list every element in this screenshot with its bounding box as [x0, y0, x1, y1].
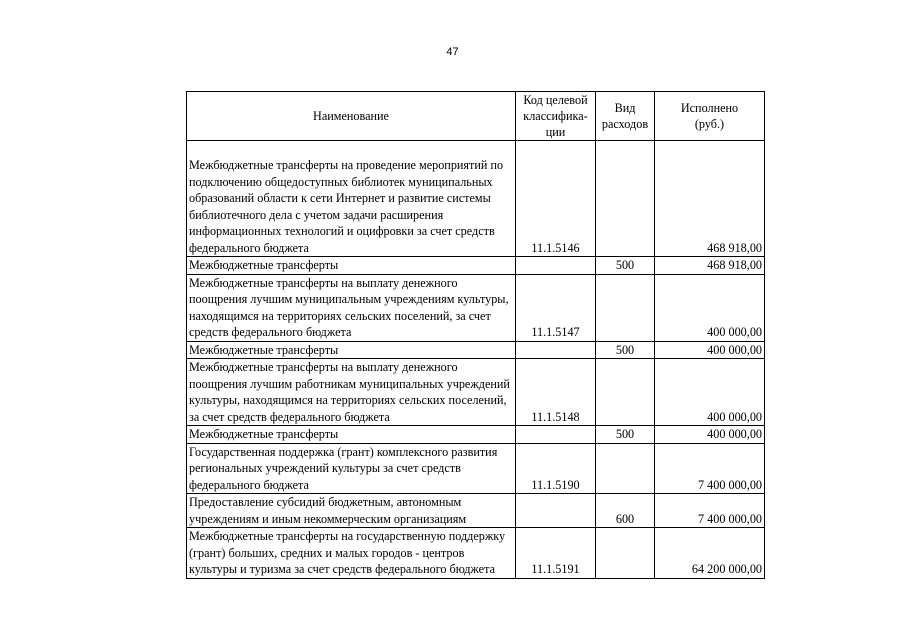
table-row [187, 359, 765, 426]
row-name-cell: Межбюджетные трансферты на выплату денежного поощрения лучшим работникам муниципальных учреждений культуры, находящимся на территориях сельских поселений, за счет средств федерального бюджета [187, 359, 516, 426]
table-body [187, 157, 765, 578]
column-header-kind: Вид расходов [596, 92, 655, 141]
table-row [187, 443, 765, 494]
row-kind-cell [596, 528, 655, 579]
row-kind-cell: 500 [596, 341, 655, 359]
row-code-cell: 11.1.5147 [516, 274, 596, 341]
row-amount-cell: 400 000,00 [655, 426, 765, 444]
column-header-amount: Исполнено (руб.) [655, 92, 765, 141]
row-kind-cell: 500 [596, 426, 655, 444]
table-row [187, 341, 765, 359]
column-header-name: Наименование [187, 92, 516, 141]
row-amount-cell: 400 000,00 [655, 359, 765, 426]
row-name-cell: Межбюджетные трансферты на проведение мероприятий по подключению общедоступных библиотек муниципальных образований области к сети Интернет и развитие системы библиотечного дела с учетом задачи расширения информационных технологий и оцифровки за счет средств федерального бюджета [187, 157, 516, 257]
row-code-cell [516, 257, 596, 275]
row-amount-cell: 7 400 000,00 [655, 494, 765, 528]
table-row [187, 426, 765, 444]
row-code-cell: 11.1.5191 [516, 528, 596, 579]
row-kind-cell [596, 443, 655, 494]
row-code-cell: 11.1.5190 [516, 443, 596, 494]
column-header-code: Код целевой классифика- ции [516, 92, 596, 141]
row-name-cell: Межбюджетные трансферты [187, 257, 516, 275]
row-name-cell: Межбюджетные трансферты [187, 341, 516, 359]
row-amount-cell: 468 918,00 [655, 257, 765, 275]
table-row [187, 528, 765, 579]
budget-table [186, 91, 765, 579]
table-row [187, 494, 765, 528]
row-amount-cell: 7 400 000,00 [655, 443, 765, 494]
table-row [187, 274, 765, 341]
row-code-cell [516, 494, 596, 528]
row-name-cell: Межбюджетные трансферты на выплату денежного поощрения лучшим муниципальным учреждениям культуры, находящимся на территориях сельских поселений, за счет средств федерального бюджета [187, 274, 516, 341]
table-row [187, 257, 765, 275]
row-kind-cell: 500 [596, 257, 655, 275]
row-code-cell: 11.1.5146 [516, 157, 596, 257]
row-code-cell: 11.1.5148 [516, 359, 596, 426]
row-code-cell [516, 426, 596, 444]
page-number: 47 [446, 46, 459, 58]
row-kind-cell [596, 274, 655, 341]
row-kind-cell [596, 157, 655, 257]
row-kind-cell: 600 [596, 494, 655, 528]
row-name-cell: Межбюджетные трансферты [187, 426, 516, 444]
table-header-row [187, 92, 765, 141]
table-row [187, 157, 765, 257]
row-kind-cell [596, 359, 655, 426]
row-amount-cell: 64 200 000,00 [655, 528, 765, 579]
row-name-cell: Межбюджетные трансферты на государственную поддержку (грант) больших, средних и малых городов - центров культуры и туризма за счет средств федерального бюджета [187, 528, 516, 579]
row-amount-cell: 400 000,00 [655, 341, 765, 359]
row-code-cell [516, 341, 596, 359]
spacer-row [187, 141, 765, 158]
row-name-cell: Предоставление субсидий бюджетным, автономным учреждениям и иным некоммерческим организациям [187, 494, 516, 528]
row-name-cell: Государственная поддержка (грант) комплексного развития региональных учреждений культуры за счет средств федерального бюджета [187, 443, 516, 494]
row-amount-cell: 468 918,00 [655, 157, 765, 257]
row-amount-cell: 400 000,00 [655, 274, 765, 341]
